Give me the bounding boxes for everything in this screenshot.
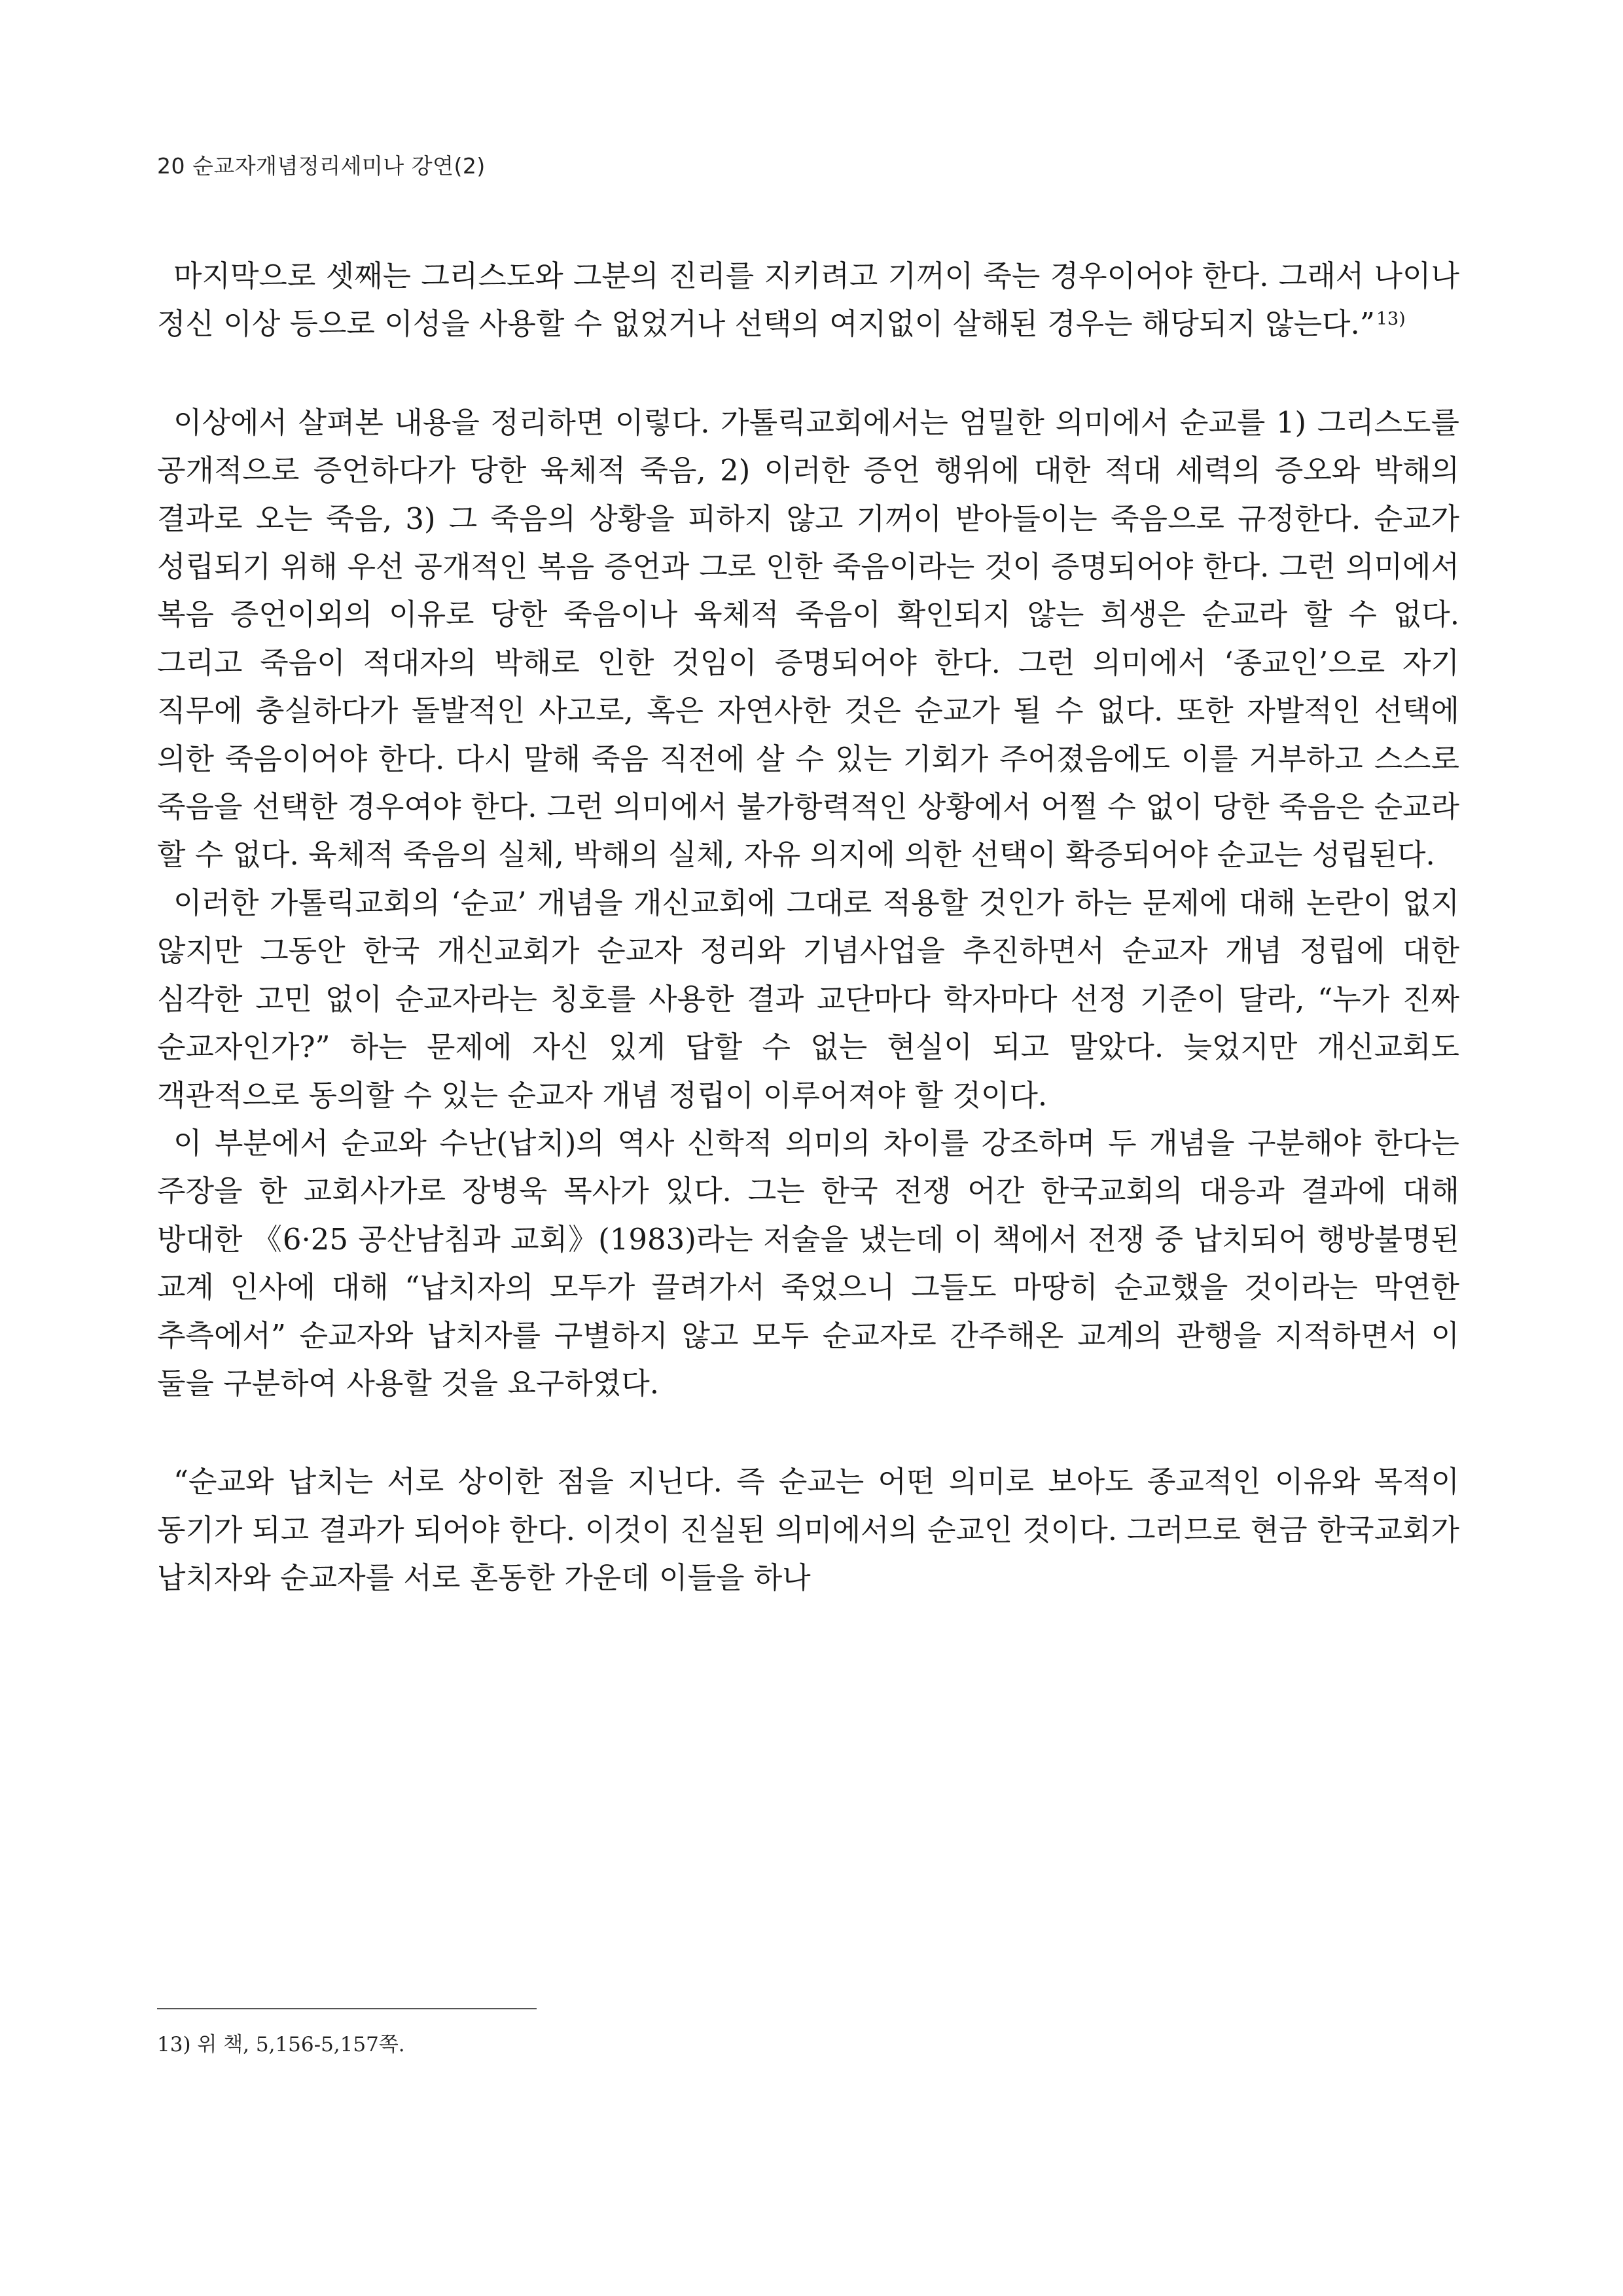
paragraph-5-quote: “순교와 납치는 서로 상이한 점을 지닌다. 즉 순교는 어떤 의미로 보아도 종교적인 이유와 목적이 동기가 되고 결과가 되어야 한다. 이것이 진실된 의미에서의 순교인 것이다. 그러므로 현금 한국교회가 납치자와 순교자를 서로 혼동한 가운데 이들을 하나 bbox=[157, 1464, 1459, 1596]
footnote-text: 위 책, 5,156-5,157쪽. bbox=[197, 2033, 405, 2056]
paragraph-2: 이상에서 살펴본 내용을 정리하면 이렇다. 가톨릭교회에서는 엄밀한 의미에서 순교를 1) 그리스도를 공개적으로 증언하다가 당한 육체적 죽음, 2) 이러한 증언 행위에 대한 적대 세력의 증오와 박해의 결과로 오는 죽음, 3) 그 죽음의 상황을 피하지 않고 기꺼이 받아들이는 죽음으로 규정한다. 순교가 성립되기 위해 우선 공개적인 복음 증언과 그로 인한 죽음이라는 것이 증명되어야 한다. 그런 의미에서 복음 증언이외의 이유로 당한 죽음이나 육체적 죽음이 확인되지 않는 희생은 순교라 할 수 없다. 그리고 죽음이 적대자의 박해로 인한 것임이 증명되어야 한다. 그런 의미에서 ‘종교인’으로 자기 직무에 충실하다가 돌발적인 사고로, 혹은 자연사한 것은 순교가 될 수 없다. 또한 자발적인 선택에 의한 죽음이어야 한다. 다시 말해 죽음 직전에 살 수 있는 기회가 주어졌음에도 이를 거부하고 스스로 죽음을 선택한 경우여야 한다. 그런 의미에서 불가항력적인 상황에서 어쩔 수 없이 당한 죽음은 순교라 할 수 없다. 육체적 죽음의 실체, 박해의 실체, 자유 의지에 의한 선택이 확증되어야 순교는 성립된다. bbox=[157, 404, 1459, 872]
running-header bbox=[157, 149, 486, 180]
paragraph-gap bbox=[157, 348, 1459, 399]
running-header-text: 20 순교자개념정리세미나 강연(2) bbox=[157, 153, 486, 179]
footnote-13 bbox=[157, 2028, 405, 2057]
main-text bbox=[157, 252, 1459, 1602]
paragraph-1-text: 마지막으로 셋째는 그리스도와 그분의 진리를 지키려고 기꺼이 죽는 경우이어야 한다. 그래서 나이나 정신 이상 등으로 이성을 사용할 수 없었거나 선택의 여지없이 살해된 경우는 해당되지 않는다.” bbox=[157, 259, 1459, 342]
footnote-divider bbox=[157, 2008, 537, 2009]
paragraph-3: 이러한 가톨릭교회의 ‘순교’ 개념을 개신교회에 그대로 적용할 것인가 하는 문제에 대해 논란이 없지 않지만 그동안 한국 개신교회가 순교자 정리와 기념사업을 추진하면서 순교자 개념 정립에 대한 심각한 고민 없이 순교자라는 칭호를 사용한 결과 교단마다 학자마다 선정 기준이 달라, “누가 진짜 순교자인가?” 하는 문제에 자신 있게 답할 수 없는 현실이 되고 말았다. 늦었지만 개신교회도 객관적으로 동의할 수 있는 순교자 개념 정립이 이루어져야 할 것이다. bbox=[157, 885, 1459, 1113]
paragraph-gap bbox=[157, 1407, 1459, 1458]
footnote-number: 13) bbox=[157, 2033, 191, 2056]
paragraph-1 bbox=[157, 252, 1459, 348]
footnote-ref-13: 13) bbox=[1376, 309, 1406, 330]
paragraph-4: 이 부분에서 순교와 수난(납치)의 역사 신학적 의미의 차이를 강조하며 두 개념을 구분해야 한다는 주장을 한 교회사가로 장병욱 목사가 있다. 그는 한국 전쟁 어간 한국교회의 대응과 결과에 대해 방대한 《6·25 공산남침과 교회》(1983)라는 저술을 냈는데 이 책에서 전쟁 중 납치되어 행방불명된 교계 인사에 대해 “납치자의 모두가 끌려가서 죽었으니 그들도 마땅히 순교했을 것이라는 막연한 추측에서” 순교자와 납치자를 구별하지 않고 모두 순교자로 간주해온 교계의 관행을 지적하면서 이 둘을 구분하여 사용할 것을 요구하였다. bbox=[157, 1125, 1459, 1401]
